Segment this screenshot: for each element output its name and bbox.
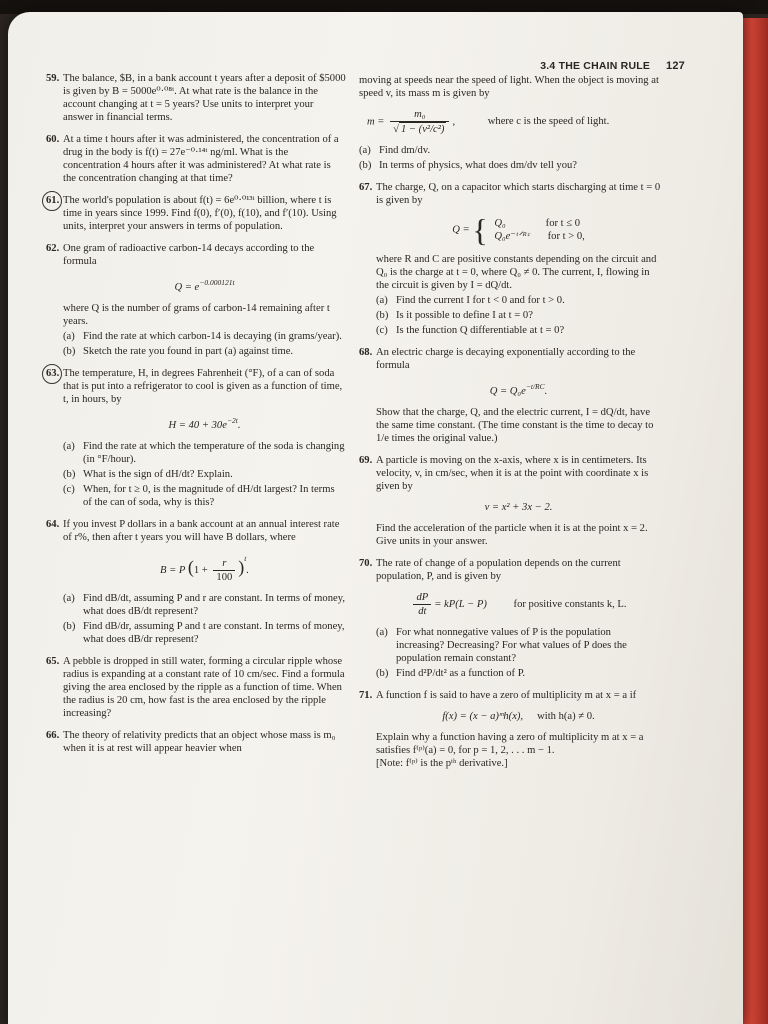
problem-60 [46,133,346,185]
problem-number: 62. [46,243,60,254]
part-a: (a) For what nonnegative values of P is the population increasing? Decreasing? For what values of P does the population remain constant? [376,627,627,664]
problem-68 [359,346,661,445]
problem-intro: The temperature, H, in degrees Fahrenheit (°F), of a can of soda that is put into a refrigerator to cool is given as a function of time, t, in hours, by [63,368,343,405]
equation-note: for positive constants k, L. [513,598,627,610]
problem-number: 69. [359,455,373,466]
equation-note: with h(a) ≠ 0. [537,711,595,722]
problem-number: 70. [359,558,373,569]
exponent: −0.000121t [199,278,235,287]
equation: $H = 40 + 30e^{-2t}$. [168,416,241,431]
problem-intro: If you invest P dollars in a bank account at an annual interest rate of r%, then after t years you will have B dollars, where [63,519,340,543]
problem-61 [46,194,346,233]
right-column [359,74,661,779]
part-b: (b) Find dB/dr, assuming P and t are constant. In terms of money, what does dB/dr represent? [63,621,345,646]
problem-67 [359,181,661,337]
exponent: t [244,554,247,563]
problem-70 [359,557,661,680]
equation: f(x) = (x − a)ᵐh(x), with h(a) ≠ 0. [442,711,595,722]
problem-number: 67. [359,182,373,193]
problem-number: 68. [359,347,373,358]
problem-number: 66. [46,730,60,742]
equation: $Q = e^{-0.000121t}$ [174,278,235,293]
problem-64 [46,518,346,646]
page-number: 127 [666,60,685,72]
part-a: (a) Find dB/dt, assuming P and r are constant. In terms of money, what does dB/dt represent? [63,593,345,618]
problem-number: 59. [46,73,60,84]
case-1: Q₀ for t ≤ 0 [494,218,581,229]
problem-number: 64. [46,519,60,530]
equation: $Q = Q_0e^{-t/RC}$. [489,382,548,397]
part-c: (c) Is the function Q differentiable at t = 0? [376,325,565,336]
problem-after: where Q is the number of grams of carbon-14 remaining after t years. [63,303,330,327]
exponent: −t/RC [525,382,545,391]
problem-text: The world's population is about f(t) = 6e⁰·⁰¹³ᵗ billion, where t is time in years since 1999. Find f(0), f′(0), f(10), and f′(10). Using units, interpret your answers in terms of population. [63,195,337,232]
problem-intro: A function f is said to have a zero of multiplicity m at x = a if [376,690,637,701]
part-b: (b) Find d²P/dt² as a function of P. [376,668,526,679]
problem-text: At a time t hours after it was administered, the concentration of a drug in the body is f(t) = 27e⁻⁰·¹⁴ᵗ ng/ml. What is the concentration 4 hours after it was administered? At what rate is the concentration changing at that time? [63,134,339,184]
problem-intro: One gram of radioactive carbon-14 decays according to the formula [63,243,315,267]
problem-69 [359,454,661,548]
running-header [540,60,685,72]
part-b: (b) In terms of physics, what does dm/dv tell you? [359,160,578,171]
problem-after: Show that the charge, Q, and the electric current, I = dQ/dt, have the same time constant. (The time constant is the time to decay to 1/e times the original value.) [376,407,654,444]
problem-number: 61. [46,195,60,206]
problem-intro: An electric charge is decaying exponentially according to the formula [376,347,636,371]
problem-59 [46,72,346,124]
left-column [46,72,346,764]
equation: v = x² + 3x − 2. [484,502,553,513]
fraction: $\frac{\text{m₀}}{\text{√ 1 − (v²/c²)}}$ [390,108,449,136]
problem-text: The balance, $B, in a bank account t years after a deposit of $5000 is given by B = 5000e⁰·⁰⁸ᵗ. At what rate is the balance in the account changing at t = 5 years? Use units to interpret your answer in financial terms. [63,73,346,123]
fraction: $\frac{r}{100}$ [213,557,235,584]
piecewise-equation: Q = { Q₀ for t ≤ 0 Q₀e⁻ᵗᐟᴿᶜ for t > 0, [452,212,585,248]
problem-intro: The rate of change of a population depends on the current population, P, and is given by [376,558,621,582]
problem-number: 65. [46,656,60,668]
equation: $\frac{dP}{dt}$ = kP(L − P) for positive constants k, L. [376,591,661,618]
problem-intro: A particle is moving on the x-axis, where x is in centimeters. Its velocity, v, in cm/sec, when it is at the point with coordinate x is given by [376,455,649,492]
problem-note: [Note: f⁽ᵖ⁾ is the pᵗʰ derivative.] [376,758,508,769]
equation-note: where c is the speed of light. [487,116,610,128]
problem-continued-text: moving at speeds near the speed of light. When the object is moving at speed v, its mass m is given by [359,75,659,99]
problem-number: 71. [359,690,373,701]
problem-63 [46,367,346,509]
problem-71 [359,689,661,770]
problem-intro: The charge, Q, on a capacitor which starts discharging at time t = 0 is given by [376,182,661,206]
part-a: (a) Find dm/dv. [359,145,431,156]
problem-text: The theory of relativity predicts that an object whose mass is m₀ when it is at rest will appear heavier when [63,730,336,755]
problem-number: 60. [46,134,60,145]
section-title: 3.4 THE CHAIN RULE [540,60,651,72]
problem-after: where R and C are positive constants depending on the circuit and Q₀ is the charge at t = 0, where Q₀ ≠ 0. The current, I, flowing in the circuit is given by I = dQ/dt. [376,254,657,291]
exponent: −2t [226,416,238,425]
case-2: Q₀e⁻ᵗᐟᴿᶜ for t > 0, [494,231,585,242]
part-b: (b) Is it possible to define I at t = 0? [376,310,533,321]
red-book-cover-edge [740,18,768,1024]
part-a: (a) Find the rate at which the temperature of the soda is changing (in °F/hour). [63,441,345,465]
part-b: (b) What is the sign of dH/dt? Explain. [63,469,233,480]
problem-62 [46,242,346,358]
part-a: (a) Find the rate at which carbon-14 is decaying (in grams/year). [63,331,342,342]
fraction: $\frac{dP}{dt}$ [413,591,431,618]
problem-text: A pebble is dropped in still water, forming a circular ripple whose radius is expanding at a constant rate of 10 cm/sec. Find a formula giving the area enclosed by the ripple as a function of time. When the radius is 20 cm, how fast is the area enclosed by the ripple increasing? [63,656,345,720]
problem-66 [46,729,346,755]
problem-number: 63. [46,368,60,379]
part-b: (b) Sketch the rate you found in part (a) against time. [63,346,294,357]
problem-after: Find the acceleration of the particle when it is at the point x = 2. Give units in your answer. [376,523,648,547]
equation: B = P (1 + $\frac{r}{100}$ )$^t$. [159,554,250,584]
part-c: (c) When, for t ≥ 0, is the magnitude of dH/dt largest? In terms of the can of soda, why is this? [63,484,335,508]
problem-after: Explain why a function having a zero of multiplicity m at x = a satisfies f⁽ᵖ⁾(a) = 0, for p = 1, 2, . . . m − 1. [376,732,644,756]
problem-66-continued [359,74,661,172]
equation: m = $\frac{\text{m₀}}{\text{√ 1 − (v²/c²)}}$ , where c is the speed of light. [367,109,610,135]
problem-65 [46,655,346,720]
part-a: (a) Find the current I for t < 0 and for t > 0. [376,295,565,306]
